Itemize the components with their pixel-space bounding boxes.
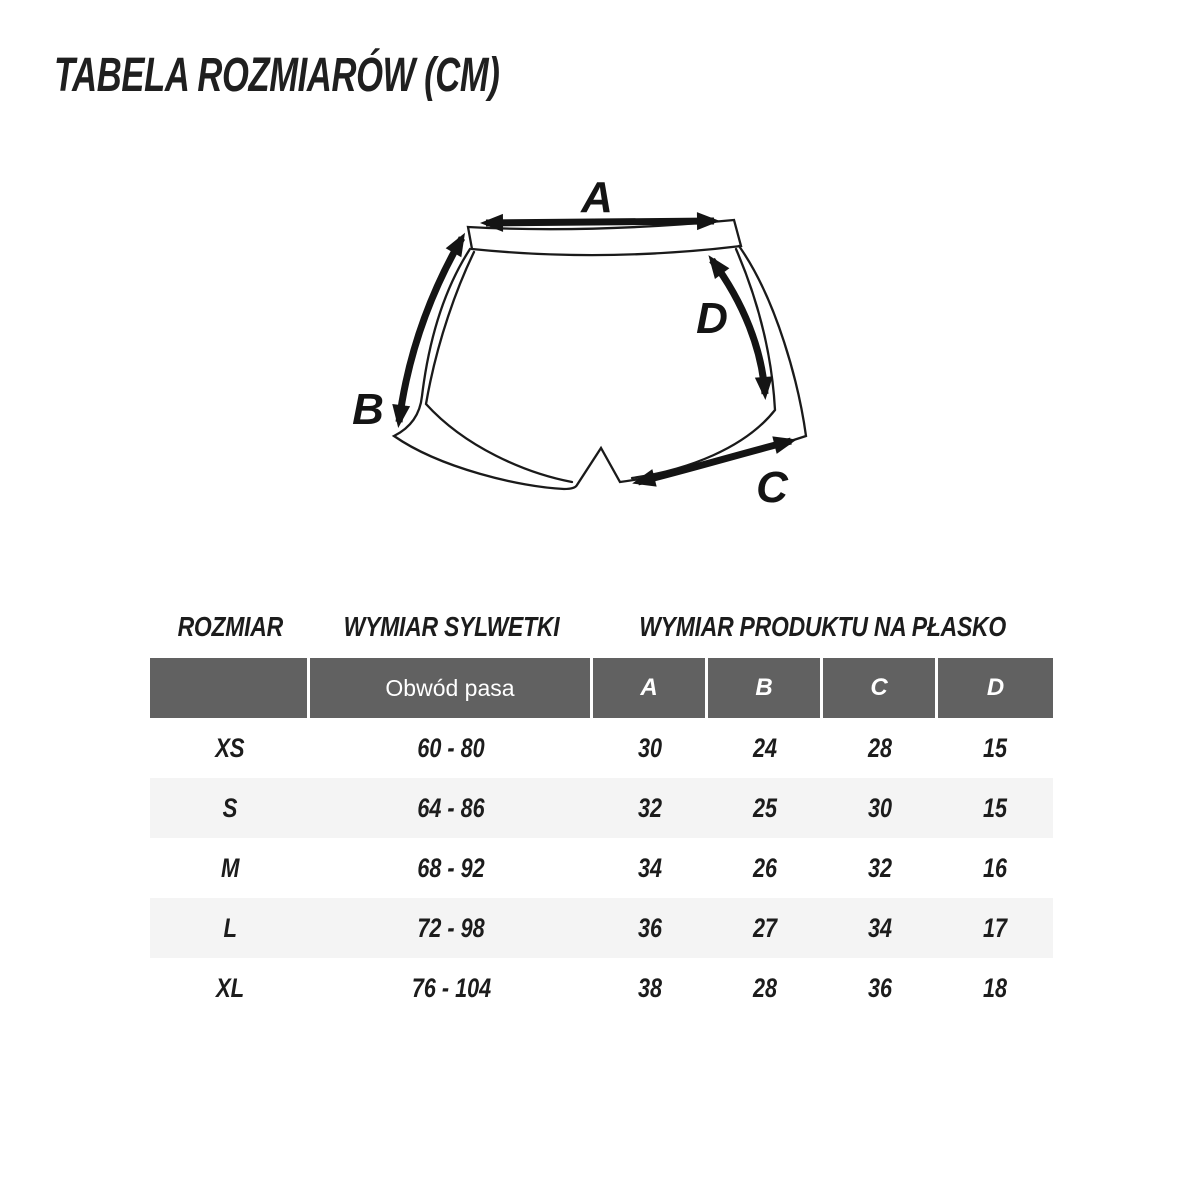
measure-c-cell: 32 [868, 852, 893, 883]
measure-c-cell: 30 [868, 792, 893, 823]
size-cell: S [222, 792, 238, 823]
header-cell-empty [150, 658, 310, 718]
waist-range-cell: 60 - 80 [417, 732, 486, 763]
diagram-label-b: B [352, 385, 384, 434]
measure-b-cell: 27 [753, 912, 778, 943]
measure-d-cell: 15 [983, 732, 1008, 763]
diagram-label-a: A [581, 173, 613, 222]
measure-a-cell: 30 [638, 732, 663, 763]
waist-range-cell: 64 - 86 [417, 792, 486, 823]
table-row-l [150, 898, 1053, 958]
measure-c-cell: 28 [868, 732, 893, 763]
size-cell: L [223, 912, 237, 943]
measure-c-cell: 34 [868, 912, 893, 943]
measure-d-cell: 18 [983, 972, 1008, 1003]
measure-a-cell: 38 [638, 972, 663, 1003]
table-row-xs [150, 718, 1053, 778]
right-panel-seam-line [632, 249, 775, 478]
waist-range-cell: 76 - 104 [411, 972, 492, 1003]
waist-range-cell: 72 - 98 [417, 912, 486, 943]
measure-a-cell: 32 [638, 792, 663, 823]
measure-b-cell: 28 [753, 972, 778, 1003]
size-table [150, 608, 1053, 1018]
page-title-text: TABELA ROZMIARÓW (CM) [54, 49, 500, 102]
measure-d-cell: 17 [983, 912, 1008, 943]
size-cell: M [220, 852, 240, 883]
group-header-wymiar-produktu: WYMIAR PRODUKTU NA PŁASKO [639, 611, 1007, 642]
diagram-label-c: C [756, 463, 788, 512]
group-header-rozmiar: ROZMIAR [177, 611, 283, 642]
header-cell-a: A [593, 658, 708, 718]
measure-a-cell: 34 [638, 852, 663, 883]
diagram-label-d: D [696, 294, 728, 343]
table-group-header-row [150, 608, 1053, 646]
size-cell: XS [215, 732, 245, 763]
measure-b-cell: 24 [753, 732, 778, 763]
header-cell-c: C [823, 658, 938, 718]
header-cell-d: D [938, 658, 1053, 718]
measure-c-cell: 36 [868, 972, 893, 1003]
measure-arrow-b [399, 238, 462, 422]
header-cell-waist: Obwód pasa [310, 658, 593, 718]
measure-b-cell: 25 [753, 792, 778, 823]
table-row-s [150, 778, 1053, 838]
waist-range-cell: 68 - 92 [417, 852, 486, 883]
measure-d-cell: 15 [983, 792, 1008, 823]
page-title [54, 49, 673, 102]
header-cell-b: B [708, 658, 823, 718]
table-header-row [150, 658, 1053, 718]
measure-d-cell: 16 [983, 852, 1008, 883]
group-header-wymiar-sylwetki: WYMIAR SYLWETKI [343, 611, 560, 642]
measure-a-cell: 36 [638, 912, 663, 943]
size-cell: XL [216, 972, 244, 1003]
shorts-diagram [340, 160, 880, 550]
table-row-m [150, 838, 1053, 898]
table-row-xl [150, 958, 1053, 1018]
left-panel-seam-line [426, 252, 572, 482]
measure-b-cell: 26 [753, 852, 778, 883]
